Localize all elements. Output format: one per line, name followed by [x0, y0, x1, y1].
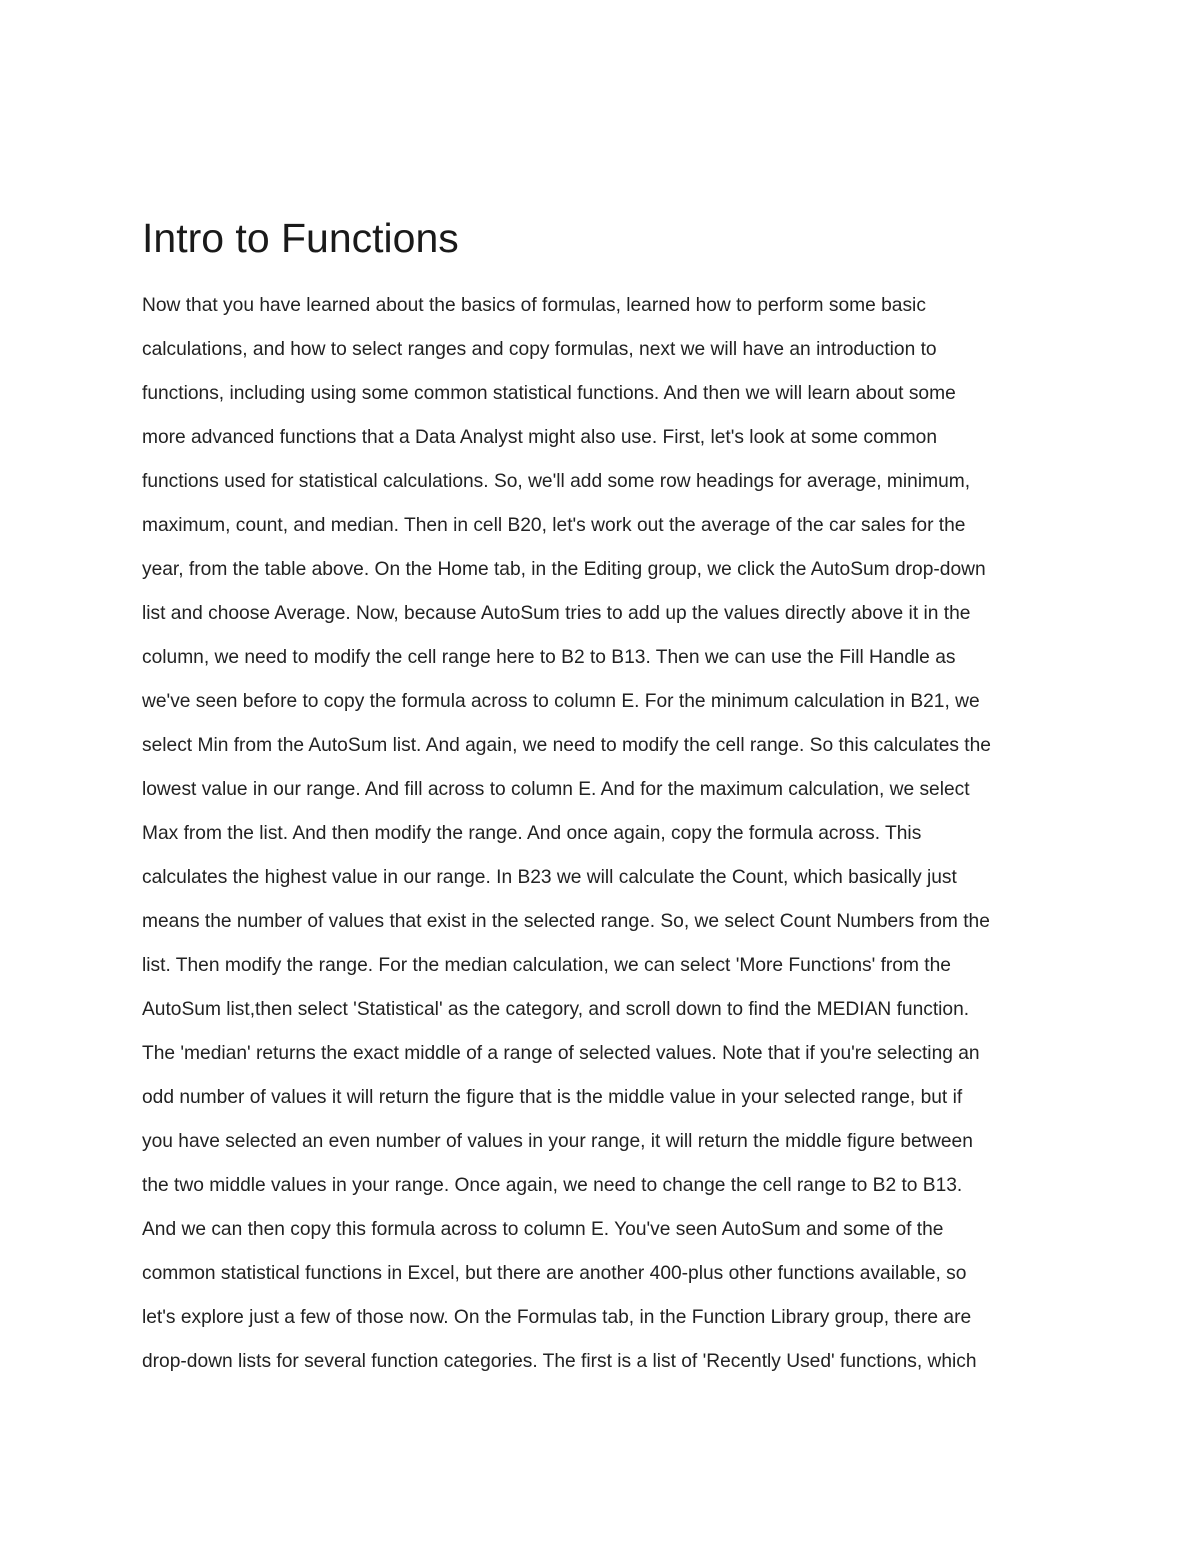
text-line: calculations, and how to select ranges and copy formulas, next we will have an introduction to [142, 339, 937, 360]
text-line: let's explore just a few of those now. On the Formulas tab, in the Function Library group, there are [142, 1307, 972, 1328]
text-line: odd number of values it will return the figure that is the middle value in your selected range, but if [142, 1087, 963, 1108]
text-line: functions used for statistical calculations. So, we'll add some row headings for average, minimum, [142, 471, 971, 492]
text-line: Max from the list. And then modify the range. And once again, copy the formula across. This [142, 823, 922, 844]
text-line: list and choose Average. Now, because AutoSum tries to add up the values directly above it in the [142, 603, 971, 624]
text-line: means the number of values that exist in the selected range. So, we select Count Numbers from the [142, 911, 990, 932]
text-line: Now that you have learned about the basics of formulas, learned how to perform some basic [142, 295, 926, 316]
text-line: maximum, count, and median. Then in cell B20, let's work out the average of the car sales for the [142, 515, 966, 536]
text-line: drop-down lists for several function categories. The first is a list of 'Recently Used' functions, which [142, 1351, 977, 1372]
text-line: we've seen before to copy the formula across to column E. For the minimum calculation in B21, we [142, 691, 980, 712]
text-line: the two middle values in your range. Once again, we need to change the cell range to B2 to B13. [142, 1175, 963, 1196]
text-line: calculates the highest value in our range. In B23 we will calculate the Count, which basically just [142, 867, 957, 888]
text-line: common statistical functions in Excel, but there are another 400-plus other functions available, so [142, 1263, 967, 1284]
text-line: functions, including using some common statistical functions. And then we will learn about some [142, 383, 956, 404]
text-line: select Min from the AutoSum list. And again, we need to modify the cell range. So this calculates the [142, 735, 991, 756]
text-line: year, from the table above. On the Home tab, in the Editing group, we click the AutoSum drop-down [142, 559, 986, 580]
text-line: lowest value in our range. And fill across to column E. And for the maximum calculation, we select [142, 779, 970, 800]
text-line: list. Then modify the range. For the median calculation, we can select 'More Functions' from the [142, 955, 951, 976]
document-title: Intro to Functions [142, 215, 459, 261]
body-paragraph [142, 284, 1102, 1384]
text-line: The 'median' returns the exact middle of a range of selected values. Note that if you're selecting an [142, 1043, 980, 1064]
text-line: you have selected an even number of values in your range, it will return the middle figure between [142, 1131, 973, 1152]
text-line: column, we need to modify the cell range here to B2 to B13. Then we can use the Fill Handle as [142, 647, 956, 668]
text-line: And we can then copy this formula across to column E. You've seen AutoSum and some of the [142, 1219, 944, 1240]
text-line: more advanced functions that a Data Analyst might also use. First, let's look at some common [142, 427, 937, 448]
text-line: AutoSum list,then select 'Statistical' as the category, and scroll down to find the MEDIAN function. [142, 999, 970, 1020]
